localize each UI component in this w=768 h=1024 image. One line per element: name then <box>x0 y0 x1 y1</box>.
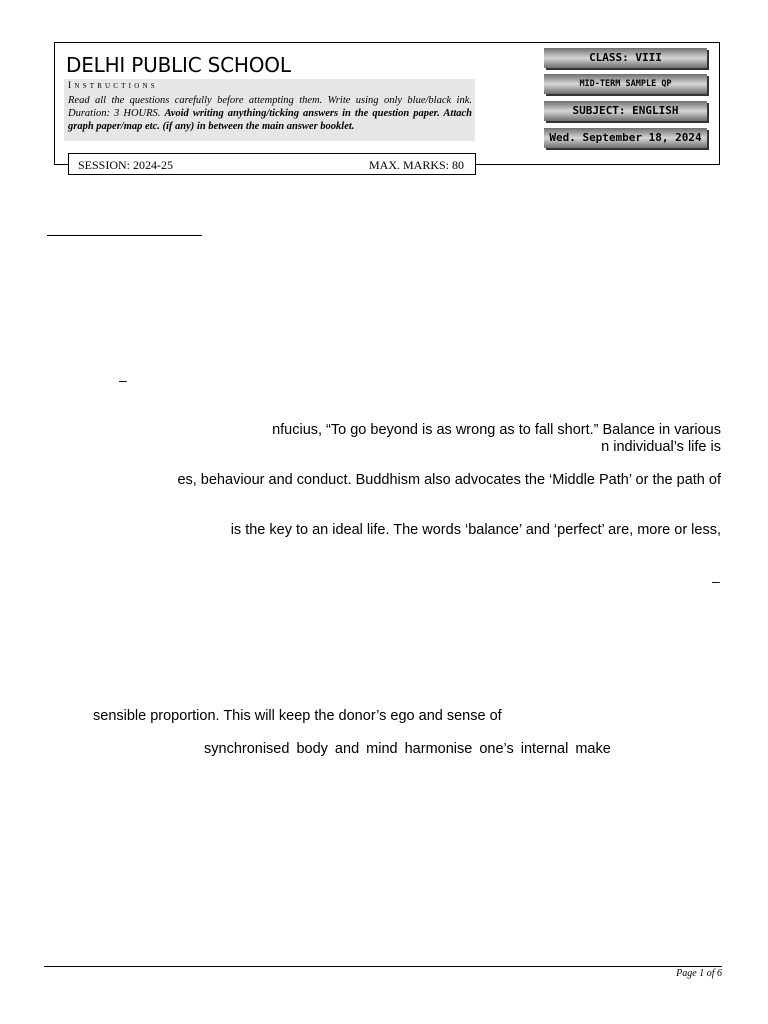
dash-marker: – <box>712 573 720 589</box>
subject-badge: SUBJECT: ENGLISH <box>544 101 707 121</box>
passage-line-5: sensible proportion. This will keep the donor’s ego and sense of <box>93 708 502 724</box>
session-bar <box>68 153 476 175</box>
passage-line-1: nfucius, “To go beyond is as wrong as to fall short.” Balance in various <box>272 422 721 438</box>
passage-line-3: es, behaviour and conduct. Buddhism also advocates the ‘Middle Path’ or the path of <box>177 472 721 488</box>
instructions-title: Instructions <box>68 81 158 91</box>
passage-line-2: n individual’s life is <box>601 439 721 455</box>
exam-type-badge: MID-TERM SAMPLE QP <box>544 74 707 94</box>
instructions-line-1: Read all the questions carefully before attempting them. Write using only blue/black ink. <box>68 95 472 106</box>
section-underline <box>47 235 202 236</box>
max-marks-label: MAX. MARKS: 80 <box>368 158 464 172</box>
school-name: DELHI PUBLIC SCHOOL <box>66 53 291 77</box>
instructions-warning: Avoid writing anything/ticking answers in the question paper. Attach graph paper/map etc. (if any) in between the main answer booklet. <box>68 108 473 132</box>
passage-line-6: synchronised body and mind harmonise one’s internal make <box>204 741 611 757</box>
passage-line-4: is the key to an ideal life. The words ‘balance’ and ‘perfect’ are, more or less, <box>230 522 721 538</box>
instructions-duration: Duration: 3 HOURS. <box>68 108 161 119</box>
footer-rule <box>44 966 722 967</box>
page-number: Page 1 of 6 <box>676 968 722 979</box>
session-label: SESSION: 2024-25 <box>78 158 174 172</box>
dash-marker: – <box>119 372 127 388</box>
instructions-text <box>68 94 472 133</box>
date-badge: Wed. September 18, 2024 <box>544 128 707 148</box>
class-badge: CLASS: VIII <box>544 48 707 68</box>
